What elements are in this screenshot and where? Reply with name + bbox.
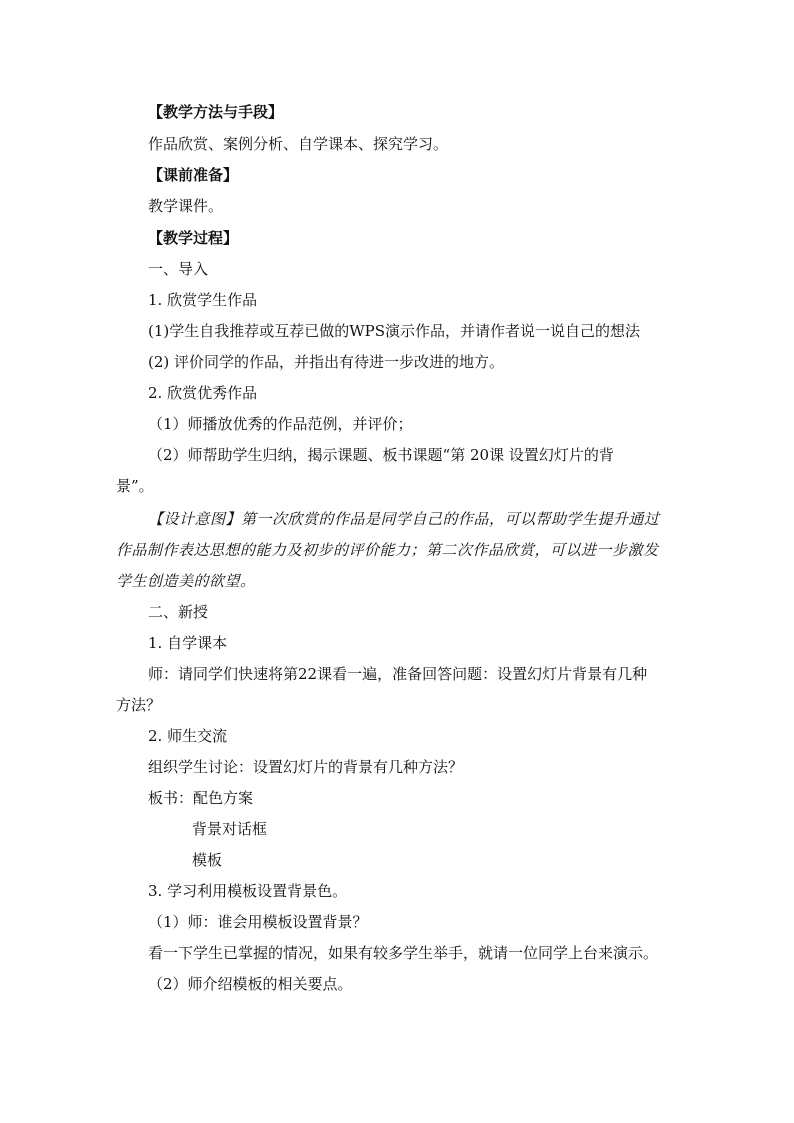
subitem-self-recommend: (1)学生自我推荐或互荐已做的WPS演示作品，并请作者说一说自己的想法 bbox=[148, 322, 641, 340]
design-intent-line1: 【设计意图】第一次欣赏的作品是同学自己的作品，可以帮助学生提升通过 bbox=[148, 510, 660, 528]
subitem-who-can: （1）师：谁会用模板设置背景？ bbox=[148, 913, 368, 931]
paragraph-methods: 作品欣赏、案例分析、自学课本、探究学习。 bbox=[148, 135, 449, 153]
paragraph-discussion: 组织学生讨论：设置幻灯片的背景有几种方法？ bbox=[148, 758, 464, 776]
blackboard-template: 模板 bbox=[192, 851, 223, 869]
item-appreciate-student-works: 1. 欣赏学生作品 bbox=[148, 291, 258, 309]
subitem-summarize-line1: （2）师帮助学生归纳，揭示课题、板书课题“第 20课 设置幻灯片的背 bbox=[148, 446, 614, 464]
subitem-template-points: （2）师介绍模板的相关要点。 bbox=[148, 975, 353, 993]
paragraph-demonstration: 看一下学生已掌握的情况，如果有较多学生举手，就请一位同学上台来演示。 bbox=[148, 944, 659, 962]
item-self-study: 1. 自学课本 bbox=[148, 634, 228, 652]
heading-process: 【教学过程】 bbox=[148, 229, 239, 247]
heading-teaching-methods: 【教学方法与手段】 bbox=[148, 103, 284, 121]
paragraph-preparation: 教学课件。 bbox=[148, 197, 224, 215]
teacher-question-line2: 方法？ bbox=[116, 696, 162, 714]
teacher-question-line1: 师：请同学们快速将第22课看一遍，准备回答问题：设置幻灯片背景有几种 bbox=[148, 665, 648, 683]
blackboard-background-dialog: 背景对话框 bbox=[192, 820, 268, 838]
section-new-lesson: 二、新授 bbox=[148, 603, 209, 621]
design-intent-line3: 学生创造美的欲望。 bbox=[116, 572, 256, 590]
item-learn-template: 3. 学习利用模板设置背景色。 bbox=[148, 882, 348, 900]
item-appreciate-excellent-works: 2. 欣赏优秀作品 bbox=[148, 384, 258, 402]
subitem-summarize-line2: 景”。 bbox=[116, 477, 154, 495]
section-intro: 一、导入 bbox=[148, 260, 209, 278]
item-exchange: 2. 师生交流 bbox=[148, 727, 228, 745]
subitem-play-examples: （1）师播放优秀的作品范例，并评价； bbox=[148, 415, 413, 433]
blackboard-color-scheme: 板书：配色方案 bbox=[148, 789, 254, 807]
subitem-evaluate: (2) 评价同学的作品，并指出有待进一步改进的地方。 bbox=[148, 353, 505, 371]
design-intent-line2: 作品制作表达思想的能力及初步的评价能力；第二次作品欣赏，可以进一步激发 bbox=[116, 541, 659, 559]
heading-preparation: 【课前准备】 bbox=[148, 166, 239, 184]
